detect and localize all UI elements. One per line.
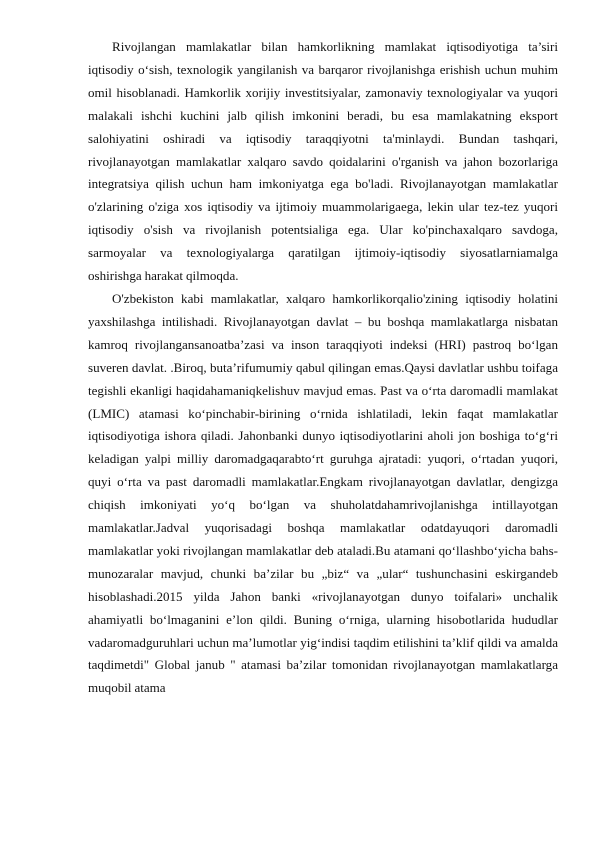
paragraph-1: Rivojlangan mamlakatlar bilan hamkorlikning mamlakat iqtisodiyotiga ta’siri iqtisodiy o‘sish, texnologik yangilanish va barqaror rivojlanishga erishish uchun muhim omil hisoblanadi. Hamkorlik xorijiy investitsiyalar, zamonaviy texnologiyalar va yuqori malakali ishchi kuchini jalb qilish imkonini beradi, bu esa mamlakatning eksport salohiyatini oshiradi va iqtisodiy taraqqiyotni ta'minlaydi. Bundan tashqari, rivojlanayotgan mamlakatlar xalqaro savdo qoidalarini o'rganish va jahon bozorlariga integratsiya qilish uchun ham imkoniyatga ega bo'ladi. Rivojlanayotgan mamlakatlar o'zlarining o'ziga xos iqtisodiy va ijtimoiy muammolarigaega, lekin ular tez-tez yuqori iqtisodiy o'sish va rivojlanish potentsialiga ega. Ular ko'pinchaxalqaro savdoga, sarmoyalar va texnologiyalarga qaratilgan ijtimoiy-iqtisodiy siyosatlarniamalga oshirishga harakat qilmoqda. xyxy=(88,39,558,284)
document-page xyxy=(88,36,558,700)
paragraph-2: O'zbekiston kabi mamlakatlar, xalqaro hamkorlikorqalio'zining iqtisodiy holatini yaxshilashga intilishadi. Rivojlanayotgan davlat – bu boshqa mamlakatlarga nisbatan kamroq rivojlangansanoatba’zasi va inson taraqqiyoti indeksi (HRI) pastroq bo‘lgan suveren davlat. .Biroq, buta’rifumumiy qabul qilingan emas.Qaysi davlatlar ushbu toifaga tegishli ekanligi haqidahamaniqkelishuv mavjud emas. Past va o‘rta daromadli mamlakat (LMIC) atamasi ko‘pinchabir-birining o‘rnida ishlatiladi, lekin faqat mamlakatlar iqtisodiyotiga ishora qiladi. Jahonbanki dunyo iqtisodiyotlarini aholi jon boshiga to‘g‘ri keladigan yalpi milliy daromadgaqarabto‘rt guruhga ajratadi: yuqori, o‘rtadan yuqori, quyi o‘rta va past daromadli mamlakatlar.Engkam rivojlanayotgan davlatlar, dengizga chiqish imkoniyati yo‘q bo‘lgan va shuholatdahamrivojlanishga intillayotgan mamlakatlar.Jadval yuqorisadagi boshqa mamlakatlar odatdayuqori daromadli mamlakatlar yoki rivojlangan mamlakatlar deb ataladi.Bu atamani qo‘llashbo‘yicha bahs-munozaralar mavjud, chunki ba’zilar bu „biz“ va „ular“ tushunchasini eskirgandeb hisoblashadi.2015 yilda Jahon banki «rivojlanayotgan dunyo toifalari» unchalik ahamiyatli bo‘lmaganini e’lon qildi. Buning o‘rniga, ularning hisobotlarida hududlar vadaromadguruhlari uchun ma’lumotlar yig‘indisi taqdim etilishini ta’klif qildi va amalda taqdimetdi" Global janub " atamasi ba’zilar tomonidan rivojlanayotgan mamlakatlarga muqobil atama xyxy=(88,290,558,696)
